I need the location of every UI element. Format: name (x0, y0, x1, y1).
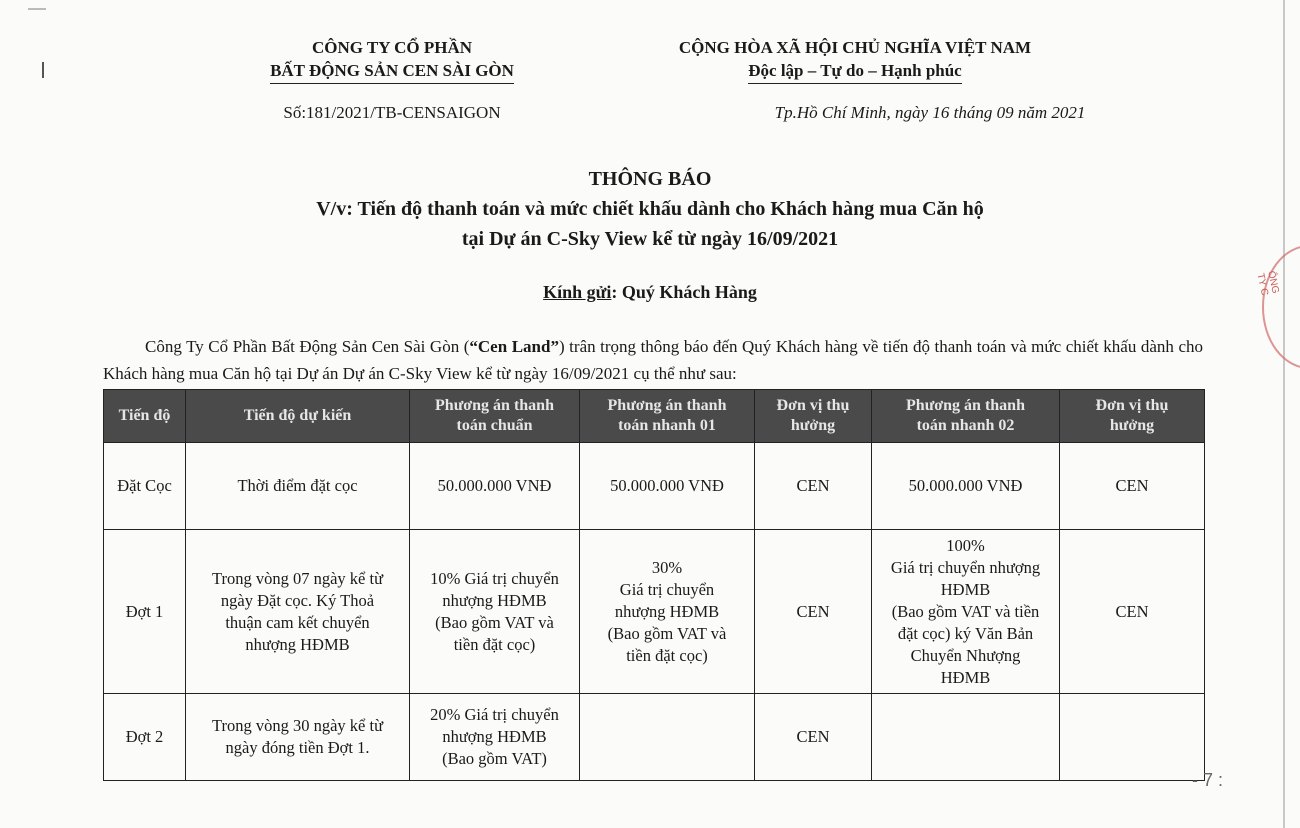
table-cell (580, 694, 755, 781)
company-header (232, 36, 552, 84)
margin-mark: - 7 : (1192, 770, 1224, 790)
table-row (104, 694, 1205, 781)
table-cell: CEN (1060, 530, 1205, 694)
table-cell: Đặt Cọc (104, 443, 186, 530)
document-subject-line-2: tại Dự án C-Sky View kể từ ngày 16/09/2021 (461, 228, 839, 250)
table-header-row (104, 390, 1205, 443)
table-cell (1060, 694, 1205, 781)
document-subject-line-1: V/v: Tiến độ thanh toán và mức chiết khấu dành cho Khách hàng mua Căn hộ (316, 198, 984, 220)
company-name: BẤT ĐỘNG SẢN CEN SÀI GÒN (270, 59, 514, 84)
table-row (104, 443, 1205, 530)
table-cell: 20% Giá trị chuyển nhượng HĐMB (Bao gồm VAT) (410, 694, 580, 781)
table-row (104, 530, 1205, 694)
header-cell: Phương án thanh toán nhanh 02 (872, 390, 1060, 443)
document-date: Tp.Hồ Chí Minh, ngày 16 tháng 09 năm 2021 (774, 103, 1086, 122)
stamp-text: ÔNG TY C (1254, 270, 1281, 297)
table-cell: Trong vòng 30 ngày kể từ ngày đóng tiền Đợt 1. (186, 694, 410, 781)
salutation (150, 282, 1150, 303)
table-cell: Đợt 2 (104, 694, 186, 781)
document-title-block (150, 164, 1150, 254)
intro-before: Công Ty Cổ Phần Bất Động Sản Cen Sài Gòn ( (145, 337, 470, 356)
table-cell: 10% Giá trị chuyển nhượng HĐMB (Bao gồm VAT và tiền đặt cọc) (410, 530, 580, 694)
company-stamp (1262, 245, 1300, 369)
header-cell: Tiến độ (104, 390, 186, 443)
table-cell: CEN (755, 530, 872, 694)
header-cell: Phương án thanh toán chuẩn (410, 390, 580, 443)
table-cell: 30% Giá trị chuyển nhượng HĐMB (Bao gồm VAT và tiền đặt cọc) (580, 530, 755, 694)
national-title: CỘNG HÒA XÃ HỘI CHỦ NGHĨA VIỆT NAM (678, 38, 1032, 57)
intro-after: ) trân trọng thông báo đến Quý Khách hàng về tiến độ thanh toán và mức chiết khấu dành cho Khách hàng mua Căn hộ tại Dự án Dự án C-Sky View kể từ ngày 16/09/2021 cụ thể như sau: (103, 337, 1204, 383)
table-cell: Đợt 1 (104, 530, 186, 694)
header-cell: Tiến độ dự kiến (186, 390, 410, 443)
table-cell: 50.000.000 VNĐ (872, 443, 1060, 530)
header-cell: Đơn vị thụ hưởng (1060, 390, 1205, 443)
table-cell: CEN (755, 694, 872, 781)
national-motto: Độc lập – Tự do – Hạnh phúc (748, 59, 961, 84)
document-title: THÔNG BÁO (588, 168, 712, 190)
table-cell: CEN (1060, 443, 1205, 530)
salutation-label: Kính gửi (543, 282, 612, 302)
company-type: CÔNG TY CỔ PHẦN (311, 38, 473, 57)
national-header (640, 36, 1070, 84)
table-cell (872, 694, 1060, 781)
salutation-recipient: : Quý Khách Hàng (611, 282, 757, 302)
document-number: Số:181/2021/TB-CENSAIGON (283, 103, 501, 122)
table-cell: 50.000.000 VNĐ (410, 443, 580, 530)
table-cell: Trong vòng 07 ngày kể từ ngày Đặt cọc. Ký Thoả thuận cam kết chuyển nhượng HĐMB (186, 530, 410, 694)
payment-schedule-table (103, 389, 1205, 781)
header-cell: Phương án thanh toán nhanh 01 (580, 390, 755, 443)
table-cell: CEN (755, 443, 872, 530)
intro-company-short: “Cen Land” (469, 337, 559, 356)
header-cell: Đơn vị thụ hưởng (755, 390, 872, 443)
table-cell: Thời điểm đặt cọc (186, 443, 410, 530)
intro-paragraph (103, 333, 1203, 387)
scan-mark (28, 8, 46, 10)
table-cell: 50.000.000 VNĐ (580, 443, 755, 530)
table-cell: 100% Giá trị chuyển nhượng HĐMB (Bao gồm VAT và tiền đặt cọc) ký Văn Bản Chuyển Nhượng HĐMB (872, 530, 1060, 694)
page-edge (1283, 0, 1285, 828)
scan-mark (42, 62, 44, 78)
